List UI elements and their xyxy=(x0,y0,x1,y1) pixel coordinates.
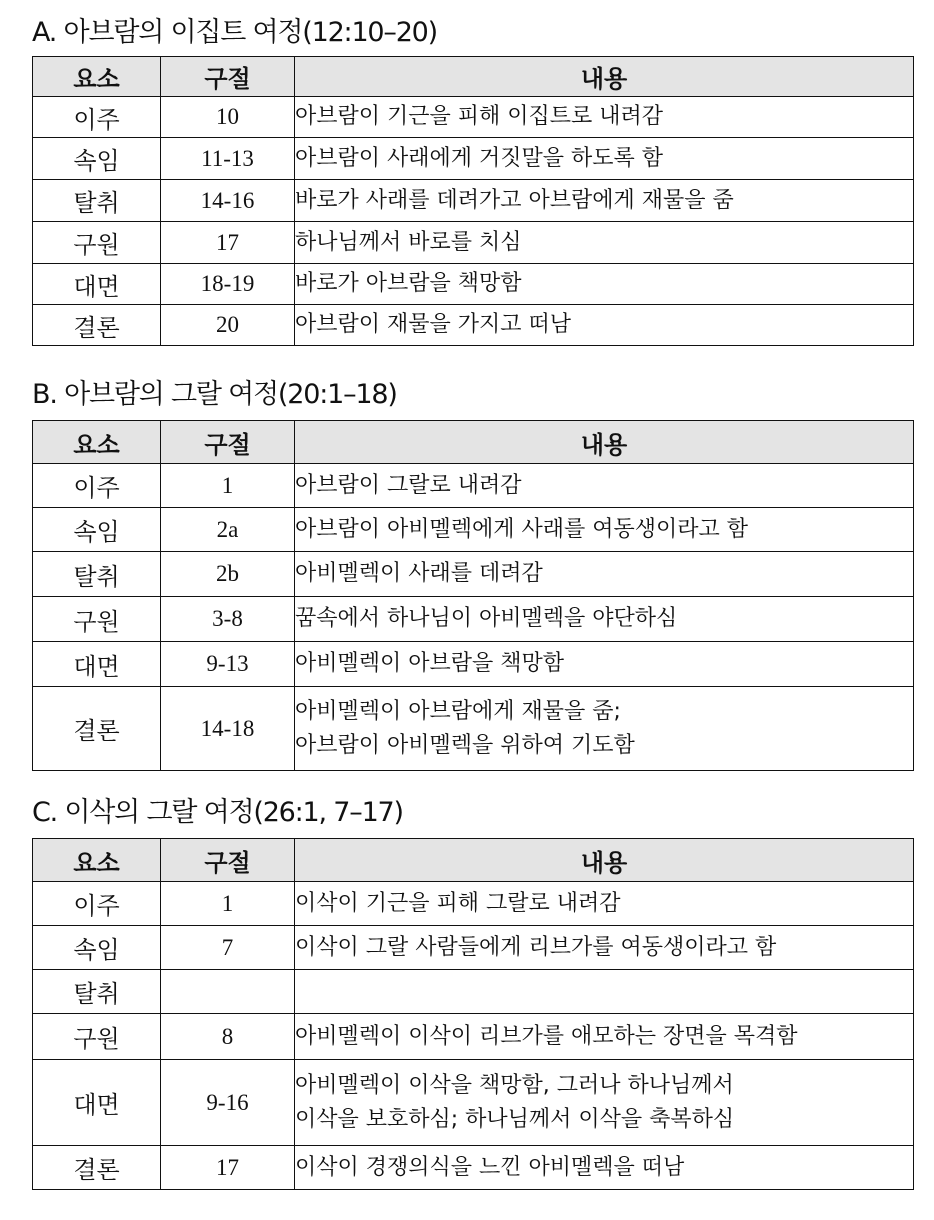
content-line: 꿈속에서 하나님이 아비멜렉을 야단하심 xyxy=(295,606,678,631)
table-row xyxy=(33,138,914,180)
table-row xyxy=(33,1014,914,1060)
header-row xyxy=(33,839,914,882)
section-b-table xyxy=(32,420,914,771)
row-content xyxy=(295,464,914,508)
row-content xyxy=(295,264,914,305)
row-content xyxy=(295,1014,914,1060)
row-content xyxy=(295,642,914,687)
table-row xyxy=(33,882,914,926)
row-content xyxy=(295,552,914,597)
content-line: 이삭이 그랄 사람들에게 리브가를 여동생이라고 함 xyxy=(295,934,777,960)
content-line: 아브람이 아비멜렉에게 사래를 여동생이라고 함 xyxy=(295,516,749,542)
section-b-title: B. 아브람의 그랄 여정(20:1–18) xyxy=(32,379,397,410)
table-row xyxy=(33,305,914,346)
content-line: 아브람이 그랄로 내려감 xyxy=(295,472,522,498)
header-row xyxy=(33,421,914,464)
row-content xyxy=(295,882,914,926)
row-verse: 7 xyxy=(161,926,295,970)
row-verse: 17 xyxy=(161,222,295,264)
content-line: 이삭이 경쟁의식을 느낀 아비멜렉을 떠남 xyxy=(295,1154,685,1180)
header-element: 요소 xyxy=(33,839,161,882)
table-row xyxy=(33,97,914,138)
row-content xyxy=(295,97,914,138)
header-element: 요소 xyxy=(33,421,161,464)
table-row xyxy=(33,464,914,508)
content-line: 아비멜렉이 이삭이 리브가를 애모하는 장면을 목격함 xyxy=(295,1023,798,1049)
row-verse: 10 xyxy=(161,97,295,138)
row-content xyxy=(295,1060,914,1146)
row-content xyxy=(295,222,914,264)
row-verse: 9-16 xyxy=(161,1060,295,1146)
row-element: 이주 xyxy=(33,464,161,508)
row-verse: 3-8 xyxy=(161,597,295,642)
row-content xyxy=(295,138,914,180)
row-element: 결론 xyxy=(33,305,161,346)
row-content xyxy=(295,970,914,1014)
row-content xyxy=(295,305,914,346)
header-content: 내용 xyxy=(295,839,914,882)
row-element: 결론 xyxy=(33,1146,161,1190)
section-c-title: C. 이삭의 그랄 여정(26:1, 7–17) xyxy=(32,797,403,828)
table-row xyxy=(33,552,914,597)
row-element: 탈취 xyxy=(33,180,161,222)
row-verse: 2a xyxy=(161,508,295,552)
row-verse: 9-13 xyxy=(161,642,295,687)
content-line: 아브람이 사래에게 거짓말을 하도록 함 xyxy=(295,145,664,171)
table-row xyxy=(33,597,914,642)
row-verse: 20 xyxy=(161,305,295,346)
content-line: 아브람이 기근을 피해 이집트로 내려감 xyxy=(295,104,664,129)
table-row xyxy=(33,687,914,771)
table-row xyxy=(33,1146,914,1190)
row-element: 구원 xyxy=(33,222,161,264)
table-row xyxy=(33,1060,914,1146)
table-row xyxy=(33,180,914,222)
row-verse: 18-19 xyxy=(161,264,295,305)
row-element: 이주 xyxy=(33,97,161,138)
row-content xyxy=(295,687,914,771)
table-row xyxy=(33,264,914,305)
row-verse: 8 xyxy=(161,1014,295,1060)
table-row xyxy=(33,926,914,970)
content-line: 바로가 사래를 데려가고 아브람에게 재물을 줌 xyxy=(295,187,734,213)
header-content: 내용 xyxy=(295,421,914,464)
header-content: 내용 xyxy=(295,57,914,97)
row-content xyxy=(295,1146,914,1190)
table-row xyxy=(33,222,914,264)
section-c-table xyxy=(32,838,914,1190)
row-element: 구원 xyxy=(33,597,161,642)
content-line: 아브람이 아비멜렉을 위하여 기도함 xyxy=(295,732,635,758)
row-element: 속임 xyxy=(33,138,161,180)
content-line: 이삭이 기근을 피해 그랄로 내려감 xyxy=(295,890,621,916)
row-element: 이주 xyxy=(33,882,161,926)
header-row xyxy=(33,57,914,97)
table-row xyxy=(33,642,914,687)
row-content xyxy=(295,508,914,552)
row-element: 구원 xyxy=(33,1014,161,1060)
content-line: 이삭을 보호하심; 하나님께서 이삭을 축복하심 xyxy=(295,1106,735,1132)
content-line: 바로가 아브람을 책망함 xyxy=(295,271,522,296)
row-verse: 1 xyxy=(161,464,295,508)
row-verse: 2b xyxy=(161,552,295,597)
content-line: 아비멜렉이 아브람에게 재물을 줌; xyxy=(295,698,621,724)
content-line: 아비멜렉이 아브람을 책망함 xyxy=(295,651,565,676)
section-a-title: A. 아브람의 이집트 여정(12:10–20) xyxy=(32,17,437,48)
row-element: 대면 xyxy=(33,642,161,687)
section-a-table xyxy=(32,56,914,346)
content-line: 아브람이 재물을 가지고 떠남 xyxy=(295,312,572,337)
content-line: 아비멜렉이 이삭을 책망함, 그러나 하나님께서 xyxy=(295,1072,734,1098)
row-verse: 14-16 xyxy=(161,180,295,222)
row-element: 탈취 xyxy=(33,552,161,597)
table-row xyxy=(33,970,914,1014)
row-verse: 14-18 xyxy=(161,687,295,771)
row-element: 속임 xyxy=(33,508,161,552)
row-element: 결론 xyxy=(33,687,161,771)
row-content xyxy=(295,926,914,970)
row-element: 속임 xyxy=(33,926,161,970)
header-element: 요소 xyxy=(33,57,161,97)
row-verse: 17 xyxy=(161,1146,295,1190)
row-verse: 11-13 xyxy=(161,138,295,180)
header-verse: 구절 xyxy=(161,839,295,882)
content-line: 하나님께서 바로를 치심 xyxy=(295,229,522,255)
row-content xyxy=(295,180,914,222)
row-content xyxy=(295,597,914,642)
header-verse: 구절 xyxy=(161,421,295,464)
content-line: 아비멜렉이 사래를 데려감 xyxy=(295,561,543,586)
row-element: 대면 xyxy=(33,264,161,305)
row-element: 탈취 xyxy=(33,970,161,1014)
header-verse: 구절 xyxy=(161,57,295,97)
row-verse: 1 xyxy=(161,882,295,926)
row-element: 대면 xyxy=(33,1060,161,1146)
table-row xyxy=(33,508,914,552)
row-verse xyxy=(161,970,295,1014)
